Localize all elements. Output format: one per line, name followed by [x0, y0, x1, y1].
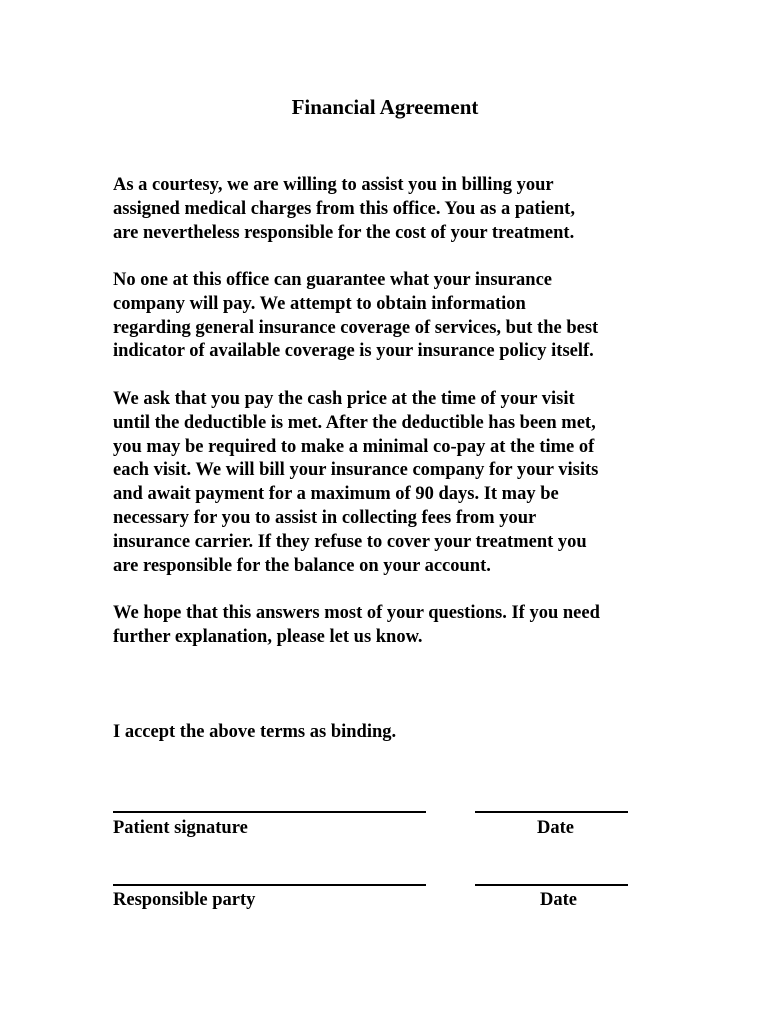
- paragraph-line: We hope that this answers most of your questions. If you need: [113, 603, 600, 623]
- responsible-party-signature-line[interactable]: [113, 884, 426, 886]
- paragraph-line: each visit. We will bill your insurance company for your visits: [113, 460, 599, 481]
- responsible-party-date-label: Date: [540, 890, 577, 910]
- paragraph-line: insurance carrier. If they refuse to cover your treatment you: [113, 531, 587, 552]
- paragraph-line: indicator of available coverage is your insurance policy itself.: [113, 341, 594, 362]
- paragraph-billing-assistance: [113, 174, 673, 245]
- patient-signature-line[interactable]: [113, 811, 426, 813]
- patient-signature-label: Patient signature: [113, 818, 248, 838]
- paragraph-line: further explanation, please let us know.: [113, 626, 423, 647]
- paragraph-line: are nevertheless responsible for the cost of your treatment.: [113, 222, 575, 243]
- paragraph-line: As a courtesy, we are willing to assist you in billing your: [113, 175, 554, 195]
- paragraph-line: necessary for you to assist in collecting fees from your: [113, 507, 537, 528]
- paragraph-payment-terms: [113, 388, 673, 578]
- patient-date-label: Date: [537, 818, 574, 838]
- paragraph-insurance-guarantee: [113, 269, 673, 364]
- responsible-party-date-line[interactable]: [475, 884, 628, 886]
- paragraph-line: assigned medical charges from this office. You as a patient,: [113, 198, 575, 219]
- paragraph-line: company will pay. We attempt to obtain information: [113, 293, 526, 314]
- paragraph-line: and await payment for a maximum of 90 days. It may be: [113, 484, 559, 505]
- paragraph-line: No one at this office can guarantee what your insurance: [113, 270, 553, 290]
- paragraph-line: you may be required to make a minimal co-pay at the time of: [113, 436, 595, 457]
- paragraph-line: until the deductible is met. After the deductible has been met,: [113, 412, 596, 433]
- document-title: Financial Agreement: [291, 95, 479, 119]
- paragraph-line: are responsible for the balance on your account.: [113, 555, 491, 576]
- paragraph-line: regarding general insurance coverage of services, but the best: [113, 317, 599, 338]
- paragraph-line: We ask that you pay the cash price at the time of your visit: [113, 389, 575, 409]
- paragraph-closing: [113, 602, 673, 650]
- responsible-party-label: Responsible party: [113, 890, 256, 910]
- acceptance-statement: I accept the above terms as binding.: [113, 722, 397, 742]
- patient-date-line[interactable]: [475, 811, 628, 813]
